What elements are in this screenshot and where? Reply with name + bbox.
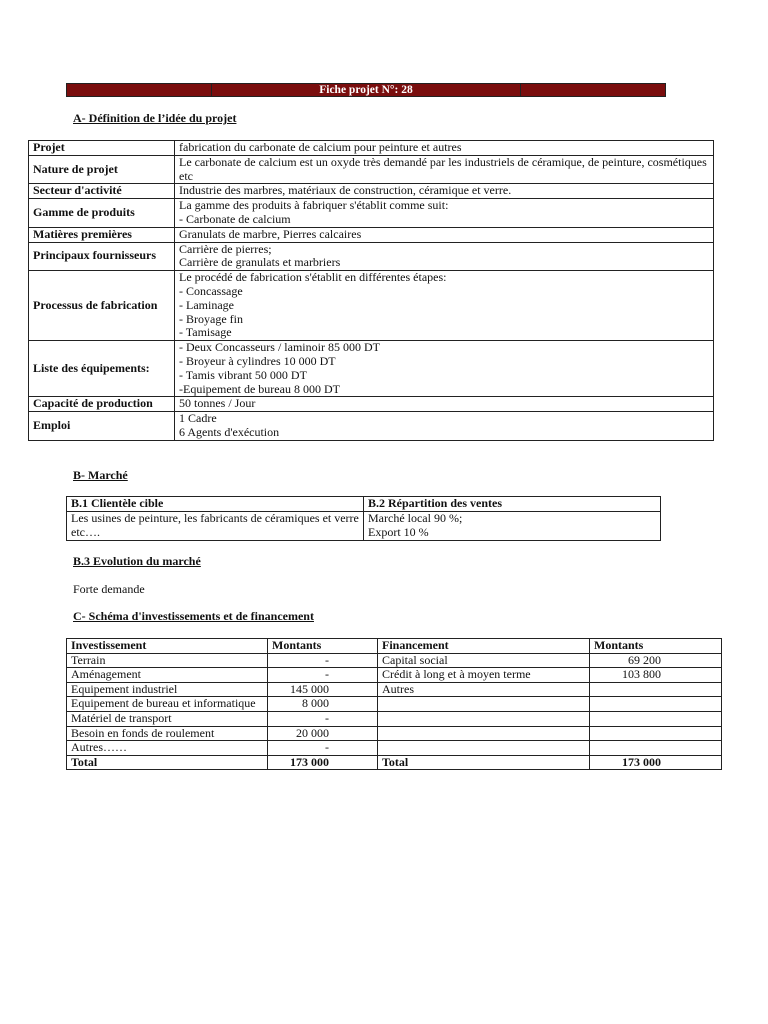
financing-item: Capital social: [378, 653, 590, 668]
investment-amount: 8 000: [268, 697, 378, 712]
definition-key: Principaux fournisseurs: [29, 242, 175, 271]
definition-value-line: - Broyage fin: [179, 311, 243, 326]
total-fin-label: Total: [378, 755, 590, 770]
col-financement: Financement: [378, 639, 590, 654]
definition-value-line: 6 Agents d'exécution: [179, 424, 280, 439]
financing-item: [378, 697, 590, 712]
investment-item: Autres……: [67, 741, 268, 756]
definition-row: [29, 184, 714, 199]
definition-key: Capacité de production: [29, 397, 175, 412]
definition-value-line: 1 Cadre: [179, 411, 217, 426]
col-montants-inv: Montants: [268, 639, 378, 654]
definition-row: [29, 141, 714, 156]
definition-value: [175, 341, 714, 397]
definition-row: [29, 227, 714, 242]
market-table: [66, 496, 661, 541]
investment-item: Equipement industriel: [67, 682, 268, 697]
header-bar: [66, 83, 666, 97]
b2-title: B.2 Répartition des ventes: [364, 497, 661, 512]
definition-row: [29, 412, 714, 441]
definition-value-line: Carrière de granulats et marbriers: [179, 255, 341, 270]
definition-key: Gamme de produits: [29, 199, 175, 228]
b1-title: B.1 Clientèle cible: [67, 497, 364, 512]
definition-value: [175, 184, 714, 199]
definition-value-line: - Laminage: [179, 297, 234, 312]
definition-row: [29, 155, 714, 184]
definition-value-line: Carrière de pierres;: [179, 241, 272, 256]
investment-amount: -: [268, 668, 378, 683]
b1-text: Les usines de peinture, les fabricants de céramiques et verre etc….: [67, 512, 364, 541]
definition-row: [29, 341, 714, 397]
financing-item: Crédit à long et à moyen terme: [378, 668, 590, 683]
definition-row: [29, 397, 714, 412]
definition-value-line: -Equipement de bureau 8 000 DT: [179, 381, 340, 396]
b2-export: Export 10 %: [368, 525, 429, 539]
definition-value-line: - Deux Concasseurs / laminoir 85 000 DT: [179, 340, 380, 355]
investment-item: Equipement de bureau et informatique: [67, 697, 268, 712]
investment-amount: 145 000: [268, 682, 378, 697]
header-title: Fiche projet N°: 28: [212, 84, 520, 97]
definition-value: [175, 242, 714, 271]
financing-amount: [590, 726, 722, 741]
definition-value-line: - Concassage: [179, 283, 243, 298]
col-montants-fin: Montants: [590, 639, 722, 654]
financing-item: [378, 711, 590, 726]
investment-row: [67, 711, 722, 726]
financing-item: [378, 741, 590, 756]
definition-key: Emploi: [29, 412, 175, 441]
financing-item: Autres: [378, 682, 590, 697]
section-a-title: A- Définition de l’idée du projet: [73, 111, 237, 125]
section-c-title: C- Schéma d'investissements et de financement: [73, 609, 314, 623]
investment-amount: -: [268, 711, 378, 726]
definition-row: [29, 199, 714, 228]
definition-value-line: Le carbonate de calcium est un oxyde très demandé par les industriels de céramique, de peinture, cosmétiques etc: [179, 154, 707, 183]
project-definition-table: [28, 140, 714, 441]
b3-title: B.3 Evolution du marché: [73, 554, 201, 568]
definition-value-line: Granulats de marbre, Pierres calcaires: [179, 226, 362, 241]
section-b-title: B- Marché: [73, 468, 128, 482]
definition-value: [175, 155, 714, 184]
investment-amount: -: [268, 741, 378, 756]
financing-amount: [590, 741, 722, 756]
investment-item: Besoin en fonds de roulement: [67, 726, 268, 741]
definition-key: Matières premières: [29, 227, 175, 242]
definition-value: [175, 397, 714, 412]
investment-item: Matériel de transport: [67, 711, 268, 726]
investment-row: [67, 682, 722, 697]
definition-value: [175, 141, 714, 156]
definition-key: Liste des équipements:: [29, 341, 175, 397]
definition-value: [175, 412, 714, 441]
definition-value-line: - Carbonate de calcium: [179, 211, 291, 226]
definition-key: Secteur d'activité: [29, 184, 175, 199]
definition-value-line: La gamme des produits à fabriquer s'établit comme suit:: [179, 198, 449, 213]
investment-row: [67, 726, 722, 741]
investment-item: Terrain: [67, 653, 268, 668]
financing-amount: 69 200: [590, 653, 722, 668]
b2-local: Marché local 90 %;: [368, 511, 463, 526]
definition-value-line: 50 tonnes / Jour: [179, 396, 256, 411]
definition-value: [175, 227, 714, 242]
investment-row: [67, 741, 722, 756]
definition-key: Projet: [29, 141, 175, 156]
definition-value-line: - Tamisage: [179, 325, 232, 340]
investment-item: Aménagement: [67, 668, 268, 683]
total-inv-amount: 173 000: [268, 755, 378, 770]
definition-value-line: Le procédé de fabrication s'établit en différentes étapes:: [179, 270, 447, 285]
definition-value-line: - Broyeur à cylindres 10 000 DT: [179, 353, 336, 368]
financing-amount: 103 800: [590, 668, 722, 683]
header-cell-right: [520, 84, 666, 97]
financing-amount: [590, 682, 722, 697]
total-fin-amount: 173 000: [590, 755, 722, 770]
definition-key: Nature de projet: [29, 155, 175, 184]
investment-amount: -: [268, 653, 378, 668]
definition-value: [175, 199, 714, 228]
investment-row: [67, 697, 722, 712]
total-inv-label: Total: [67, 755, 268, 770]
definition-value: [175, 271, 714, 341]
investment-table: [66, 638, 722, 770]
col-investissement: Investissement: [67, 639, 268, 654]
financing-amount: [590, 697, 722, 712]
definition-value-line: Industrie des marbres, matériaux de construction, céramique et verre.: [179, 183, 512, 198]
investment-row: [67, 668, 722, 683]
investment-amount: 20 000: [268, 726, 378, 741]
b2-values: [364, 512, 661, 541]
financing-amount: [590, 711, 722, 726]
definition-key: Processus de fabrication: [29, 271, 175, 341]
definition-value-line: fabrication du carbonate de calcium pour peinture et autres: [179, 140, 462, 154]
header-cell-left: [67, 84, 212, 97]
definition-value-line: - Tamis vibrant 50 000 DT: [179, 367, 307, 382]
financing-item: [378, 726, 590, 741]
investment-row: [67, 653, 722, 668]
definition-row: [29, 242, 714, 271]
b3-text: Forte demande: [73, 582, 145, 596]
definition-row: [29, 271, 714, 341]
